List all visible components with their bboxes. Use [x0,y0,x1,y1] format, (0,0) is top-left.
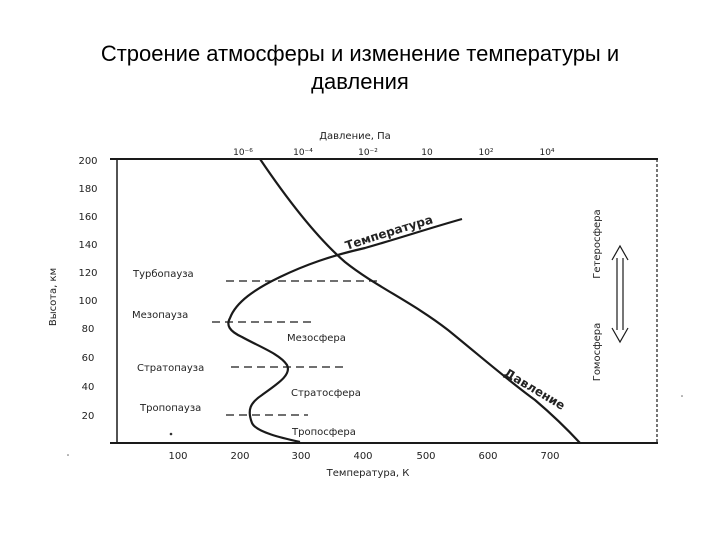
height-tick-label: 40 [81,382,95,393]
pressure-tick-label: 10² [478,148,494,158]
height-tick-label: 200 [78,156,98,167]
height-tick-label: 100 [78,296,98,307]
temperature-tick-label: 100 [168,451,188,462]
pressure-tick-label: 10⁻⁴ [293,148,313,158]
height-tick-label: 20 [81,411,95,422]
pressure-curve [260,159,580,443]
temperature-curve-label: Температура [343,212,435,253]
temperature-tick-label: 200 [230,451,250,462]
height-tick-labels [78,156,97,422]
stratopause-label: Стратопауза [137,363,205,374]
layer-labels [132,269,361,438]
pressure-tick-label: 10⁻² [358,148,378,158]
homosphere-label: Гомосфера [592,322,603,382]
double-arrow-icon [612,246,628,342]
height-tick-label: 140 [78,240,98,251]
scan-speck [170,433,173,436]
pressure-tick-label: 10⁻⁶ [233,148,253,158]
mesosphere-label: Мезосфера [287,333,346,344]
height-tick-label: 120 [78,268,98,279]
bottom-axis-title: Температура, К [326,468,410,479]
temperature-tick-label: 600 [478,451,498,462]
scan-speck [67,454,69,456]
temperature-curve [228,219,462,442]
stratosphere-label: Стратосфера [291,388,361,399]
mesopause-label: Мезопауза [132,310,189,321]
top-axis-title: Давление, Па [319,131,391,142]
temperature-tick-labels [168,451,559,462]
height-tick-label: 180 [78,184,98,195]
temperature-tick-label: 300 [291,451,311,462]
height-tick-label: 80 [81,324,95,335]
temperature-tick-label: 400 [353,451,373,462]
height-tick-label: 160 [78,212,98,223]
slide-title-line-2: давления [311,69,409,94]
pressure-tick-label: 10⁴ [539,148,555,158]
height-tick-label: 60 [81,353,95,364]
left-axis-title: Высота, км [48,267,59,327]
pressure-tick-label: 10 [421,148,433,158]
temperature-tick-label: 500 [416,451,436,462]
heterosphere-label: Гетеросфера [592,209,603,279]
pressure-tick-labels [233,148,555,158]
slide-title-line-1: Строение атмосферы и изменение температуры и [100,41,620,66]
tropopause-label: Тропопауза [140,403,202,414]
scan-speck [681,395,683,397]
temperature-tick-label: 700 [540,451,560,462]
troposphere-label: Тропосфера [292,427,356,438]
turbopause-label: Турбопауза [133,269,194,280]
pressure-curve-label: Давление [501,365,568,413]
